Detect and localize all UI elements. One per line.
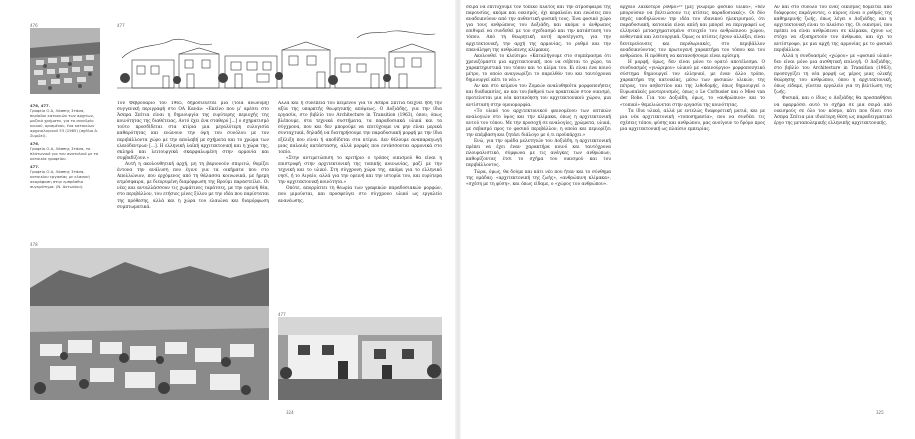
caption-text: Γραφείο Ο.Α, Λάσπης Στάσα, κατοικίου εργασίας με κλασική ακορόφαση στην εμπρόσθιο συγκρότημα. (Ν. Αντωνίου). [30,169,90,189]
page-number: 324 [286,410,294,415]
paragraph: Αλλά και η συνέπεια του κειμένου για το Άσπρα Σπίτια δείχνει ήδη την αξία της υπαρκτής θεωρητικής απόψεως. Ο Δοξιάδης, για την ίδια εργασία, στο βιβλίο του Architecture in Transition (1963), όπου, όπως βλέπουμε, στα τεχνικά συστήματα, τα παραδοσιακά υλικά και τα σύγχρονα, που και δεν μπορούμε να επιτύχουμε να μην είναι μερικά συνταχτικά, δηλαδή να διατηρήσουμε την παραδοσιακή μορφή με την ίδια εξέλιξη που είναι ή αποδίδεται στα κτίρια. Δεν θέλουμε αναπαραγωγή μιας παλαιάς κατάστασης, αλλά μορφές που εντάσσονται αρμονικά στο τοπίο. [278,101,442,155]
text-column [117,101,269,241]
paragraph: Η μορφή, όμως, δεν είναι μόνο το ορατό αποτέλεσμα. Ο συνδυασμός «γνώριμου» υλικού με «καινούργιο» μορφοποιητικό σύστημα δημιουργεί τον ελληνικό, με έναν άλλο τρόπο, χαρακτήρα της κατοικίας, μέσω των φυσικών υλικών, της πέτρας, του ασβεστίου και της λιθοδομής, όπως δημιουργεί ο Ευρωπαϊκός μοντερνισμός, όπως ο Le Corbusier και ο Mies van der Rohe. Για τον Δοξιάδη, όμως, το «ανθρώπινο» και το «τοπικό» θεμελιώνεται στην εργασία της κοινότητας. [620,59,765,108]
aerial-photo [30,28,100,94]
paragraph: Τον Φεβρουάριο του 1965, δημοσιεύεται μια (τοιά ανώνυμη) συγγενική περιγραφή στο ΟΑ Κανάν: «Εκείνο που μ' αρέσει στο Άσπρα Σπίτια είναι η δημιουργία της ευρύτερης περιοχής της κοινότητας της διαθέτειας. Αυτό έχει ένα σταθερό [...] ο σχηματισμό τούτο προσδίδεται στα κτίρια μια μεγαλύτερη ευλυγισία καθαρότητας και ενώνουν την όψη του συνόλου με τον περιβάλλοντα χώρο με την απολαβή με σχήματα και το χρώμα των ελαιόδεντρων [...]. Η ελληνική λαϊκή αρχιτεκτονική και η χώρα της, σκληρά και λειτουργικά σκαρφαλωμένη στην αρμονία και συμβαδίζουν.» [117,101,269,161]
paragraph: σειρά να επιτύχουμε τον τοπικό πλάτος και την ατμόσφαιρα της παρουσίας, ακόμα και οικισμός, όχι κεφαλαίοι και ενώσεις που αναδεικνύουν από την αυθεντική φυσική τους. Ένα φυσικό χώρο για τους ανθρώπους του Δοξιάδη, και ακόμα ο άνθρωπος επιθυμεί να συνδεθεί με τον σχεδιασμό και την κατάσταση του τόπου. Από τη θεωρητική αυτή προσέγγιση, για την αρχιτεκτονική, την αρχή της αρμονίας, το ρυθμό και την επανάληψη της ανθρώπινης κλίμακας. [466,5,611,53]
landscape-photo [30,248,269,400]
paragraph: Αλλά η συνδυασμός «χώρου» με «φυσικό υλικό» δεν είναι μόνο μια αισθητική επιλογή. Ο Δοξιάδης, στο βιβλίο του Architecture in Transition (1963), προσεγγίζει τη νέα μορφή ως μέρος μιας ολικής θεώρησης του ανθρώπου, όπου η αρχιτεκτονική, όπως είδαμε, γίνεται εργαλείο για τη βελτίωση της ζωής. [774,53,892,96]
building-photo-art [278,317,442,400]
text-column [620,5,765,405]
building-photo [278,317,442,400]
paragraph: Αν και στο κείμενο του Ζυμεών αναλυθηκότα μορφοποιήσεις και διαδικασίες, αν και του βαθμού των πρακτικών στον οικισμό, προτείνεται μια νέα κατανόηση του αρχιτεκτονικού χώρου, μια αντίσταση στην ομοιομορφία. [466,84,611,108]
paragraph: Τώρα, όμως, θα δούμε και κάτι νέο που ήταν και το σύνθημα της ομάδας: «αρχιτεκτονική της ζωής», «ανθρώπινη κλίμακα», «σχέση με τη φύση», και όπως είδαμε, ο «χώρος του ανθρώπου». [466,169,611,187]
architectural-sketch-art [117,28,442,96]
figure-number: 478 [30,242,38,247]
caption-text: Γραφείο Ο.Α, Λάσπης Στάσα, το πλάτωνικό για του ανατολικό με το κατοικία γραφείου. [30,146,99,161]
paragraph: Αν και στο σύνολό του ένας οικισμός δομείται από διάφορους παράγοντες, ο κύριος είναι ο ρυθμός της καθημερινής ζωής, όπως λέγει ο Δοξιάδης, και η αρχιτεκτονική είναι το πλαίσιο της. Οι οικισμοί, που πρέπει να είναι ανθρώπινοι σε κλίμακα, έχουν ως στόχο να εξυπηρετούν τον άνθρωπο, και όχι το αντίστροφο, με μια αρχή της αρμονίας με το φυσικό περιβάλλον. [774,5,892,53]
paragraph: «Το υλικό του αρχιτεκτονικού φαινομένου των οπτικών αναλογιών στο ύψος και την κλίμακα, όπως η αρχιτεκτονική αυτού του τόπου. Με την προσοχή σε αναλογίες, χρώματα, υλικά, με σεβασμό προς το φυσικό περιβάλλον, η οποία και περιορίζει την επέμβαση και ζητάει διάλογο με ό,τι προϋπάρχει.» [466,108,611,138]
paragraph: Ενώ, για την ομάδα μελετητών του Δοξιάδη, η αρχιτεκτονική πρέπει να έχει έναν χαρακτήρα κοινό και ταυτόχρονα πλουραλιστικό, σύμφωνα με τις ανάγκες των ανθρώπων, καθορίζοντας έτσι το σχήμα του οικισμού και του περιβάλλοντος. [466,139,611,169]
paragraph: αρχαίο λαϊκότερο ρυθμό»¹⁸ [με] γνώριμο φυσικό υλικό», «δεν μπορούσαν να βελτιώσουν τις κτίσεις παραδοσιακές». Οι δύο πηγές υποδηλώνουν την ιδέα του ιδανικού ηλεκτρισμού, ότι παραδοσιακή, κατοικία είναι απλή και μπορεί να περιγραφεί ως ελληνικό μετασχηματισμένο στοιχείο του ανθρώπινου χώρου, αυθεντικά και λειτουργικά. Όμως οι κτίσεις έχουν αλλάξει, είναι δευτερεύουσες και περιθωριακές, στο περιβάλλον αναδεικνύοντας τον πρωτογενή χαρακτήρα του τόπου και του ανθρώπου. Η πρόθεση να κατανοήσουμε είναι κρίσιμη. [620,5,765,59]
paragraph: Τα ίδια υλικά, αλλά με εντελώς διαφορετική ματιά, και με μια νέα αρχιτεκτονική «τοποσημασία», που να συνδέει τις σχέσεις τόπου, φύσης και ανθρώπου, μας ανοίγουν το δρόμο προς μια αρχιτεκτονική ως πλαίσιο εμπειρίας. [620,108,765,132]
figure-number: 476 [30,23,38,28]
book-gutter [455,0,461,439]
page-number: 325 [876,410,884,415]
text-column [466,5,611,405]
caption-title: 477. [30,164,40,169]
text-column [774,5,892,405]
architectural-sketch [117,28,442,96]
caption-block [30,103,100,189]
caption-text: Γραφείο Ο.Α, Λάσπης Στάσα, περίοδοι κατοικιών των αρχείων, μαζικά χρήματα, για το συνεδρίο κοινού, ορισμένου, ένα κατοικίων αρχαιολογικού 53 (1965) (σχέδιο Α. Συμιδεί). [30,108,99,138]
text-column [278,101,442,311]
landscape-photo-art [30,248,269,400]
caption-title: 476. [30,141,40,146]
aerial-photo-art [30,28,100,94]
paragraph: Ακολουθεί το κλείσιμο: «Καταλήγουμε στο συμπέρασμα ότι χρειαζόμαστε μια αρχιτεκτονική, που να σέβεται το χώρο, τα χαρακτηριστικά του τόπου και το κλίμα του. Κι είναι ένα κοινό μέτρο, το οποίο αναγνωρίζει το παρελθόν του και ταυτόχρονα δημιουργεί κάτι το νέο.» [466,53,611,84]
caption-title: 476, 477. [30,103,51,108]
figure-number: 477 [117,23,125,28]
paragraph: Αυτή η ακολουθητική αρχή, μη τη βαριονούν σπιριτώ, θυμίζει έντονα την ανάλυση που έγινε για τα οικήματα που στο Απολλώνιον, που ερχόμενος από τη θάλασσα κοινωνικά, με ήρεμη ατμόσφαιρα, με διευρυμένη διαμόρφωση της Βρούμι παραστείλει. Οι νέες και ανταλλάσσουν τις χωμάτινες ταράτσες, με την ορεινή θέα, στο περιβάλλον, του ετήσιες μίνες ξύλου με την ιδέα που παρίσταται της πρόθεσης, αλλά και η χώρα του ελαιώνα και διαμόρφωση συμπτωματικά. [117,161,269,210]
paragraph: Φυσικά, και ο ίδιος ο Δοξιάδης θα προσπαθήσει να εφαρμόσει αυτό το σχήμα σε μια σειρά από οικισμούς σε όλο τον κόσμο, κάτι που δίνει στο Άσπρα Σπίτια μια ιδιαίτερη θέση ως παραδειγματικό έργο της μεταπολεμικής ελληνικής αρχιτεκτονικής. [774,96,892,126]
figure-number: 477 [278,312,286,317]
paragraph: Οπότε, απορρίπτει τη θεωρία των γραφικών παραδοσιακών μορφών, που μιμούνται, και προσφεύγει στο σύγχρονο υλικό ως εργαλείο ανανέωσης. [278,186,442,204]
paragraph: «Στην αντιμετώπιση το κριτήριο ο τρόπος οικισμού θα είναι η επιστροφή στην αρχιτεκτονική της τοπικής κοινωνίας, μαζί με την τεχνική και το υλικό. Στη σύγχρονη χώρα της, ακόμα για το ελληνικό νησί, ή το Αιγαίο, αλλά για την ορεινή και την ιστορία του, και ευρύτερα την αρχιτεκτονική κοινότητα.» [278,155,442,186]
